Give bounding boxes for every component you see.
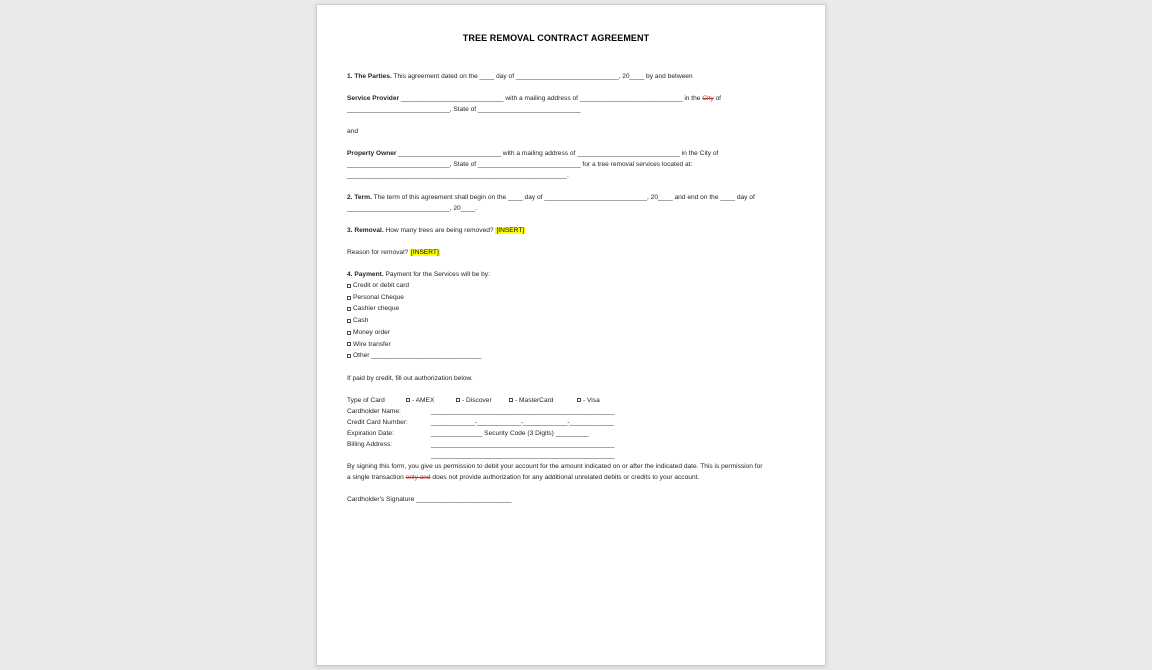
card-option-amex	[406, 395, 456, 406]
checkbox-icon[interactable]	[347, 331, 351, 335]
checkbox-icon[interactable]	[509, 398, 513, 402]
payment-method-label: Credit or debit card	[353, 282, 410, 289]
authorization-disclaimer	[347, 461, 765, 483]
reason-question: Reason for removal?	[347, 249, 411, 256]
property-owner-text: ____________________________ with a mailing address of ____________________________ in the City of ____________________________, State of ____________________________ for a tree removal services located at: ____________________________________________________________.	[347, 150, 719, 179]
payment-method-item	[347, 350, 765, 362]
checkbox-icon[interactable]	[347, 284, 351, 288]
card-field-label: Cardholder Name:	[347, 407, 401, 415]
checkbox-icon[interactable]	[577, 398, 581, 402]
term-section-label: 2. Term.	[347, 194, 372, 201]
checkbox-icon[interactable]	[347, 307, 351, 311]
card-option-mastercard	[509, 395, 577, 406]
service-provider-text-before: ____________________________ with a mailing address of ____________________________ in the	[399, 95, 703, 102]
payment-method-item	[347, 280, 765, 292]
payment-method-item	[347, 303, 765, 315]
payment-method-label: Other ______________________________	[353, 352, 482, 360]
card-option-label: - Visa	[583, 396, 600, 404]
disclaimer-text-after: does not provide authorization for any additional unrelated debits or credits to your account.	[430, 473, 700, 481]
payment-text: Payment for the Services will be by:	[383, 271, 490, 278]
card-option-label: - MasterCard	[515, 396, 554, 404]
removal-insert-placeholder[interactable]: [INSERT]	[496, 227, 525, 234]
document-content	[317, 5, 825, 505]
parties-text: This agreement dated on the ____ day of ____________________________, 20____ by and between	[391, 73, 693, 80]
parties-section-label: 1. The Parties.	[347, 73, 392, 80]
card-option-discover	[456, 395, 509, 406]
payment-method-list	[347, 280, 765, 362]
checkbox-icon[interactable]	[347, 296, 351, 300]
property-owner-paragraph	[347, 148, 765, 181]
property-owner-label: Property Owner	[347, 150, 397, 157]
card-field-label: Credit Card Number:	[347, 418, 408, 426]
removal-paragraph	[347, 225, 765, 236]
service-provider-text-after: of ____________________________, State of ____________________________	[347, 95, 721, 113]
card-type-row	[347, 395, 765, 406]
removal-section-label: 3. Removal.	[347, 227, 384, 234]
credit-authorization-intro: If paid by credit, fill out authorization below.	[347, 374, 473, 382]
document-title: TREE REMOVAL CONTRACT AGREEMENT	[462, 33, 650, 43]
service-provider-label: Service Provider	[347, 95, 400, 102]
card-option-visa	[577, 395, 600, 406]
checkbox-icon[interactable]	[347, 354, 351, 358]
disclaimer-text-before: By signing this form, you give us permission to debit your account for the amount indicated on or after the indicated date. This is permission for a single transaction	[347, 462, 763, 481]
payment-paragraph	[347, 269, 765, 280]
payment-method-item	[347, 315, 765, 327]
card-field-value: ______________ Security Code (3 Digits) _________	[431, 429, 589, 437]
and-connector: and	[347, 128, 359, 135]
payment-method-label: Money order	[353, 328, 391, 336]
card-field-row-billing-address-2	[347, 450, 765, 461]
payment-method-label: Personal Cheque	[353, 293, 404, 301]
payment-method-item	[347, 292, 765, 304]
card-field-row-cardholder-name	[347, 406, 765, 417]
reason-paragraph	[347, 247, 765, 258]
term-paragraph	[347, 192, 765, 214]
payment-method-label: Cashier cheque	[353, 305, 400, 313]
card-field-value: __________________________________________________	[431, 440, 615, 448]
card-field-row-expiration	[347, 428, 765, 439]
card-field-row-card-number	[347, 417, 765, 428]
checkbox-icon[interactable]	[406, 398, 410, 402]
payment-method-item	[347, 339, 765, 351]
card-field-value: ____________-____________-____________-____________	[431, 418, 614, 426]
card-fields	[347, 406, 765, 461]
cardholder-signature-line: Cardholder's Signature __________________________	[347, 495, 512, 503]
card-field-label: Expiration Date:	[347, 429, 394, 437]
service-provider-paragraph	[347, 93, 765, 115]
payment-section-label: 4. Payment.	[347, 271, 384, 278]
disclaimer-struck-words: only and	[405, 473, 431, 481]
removal-question: How many trees are being removed?	[383, 227, 496, 234]
checkbox-icon[interactable]	[347, 319, 351, 323]
card-option-label: - AMEX	[412, 396, 435, 404]
reason-insert-placeholder[interactable]: [INSERT]	[411, 249, 439, 256]
term-text: The term of this agreement shall begin on the ____ day of ____________________________, 20____ and end on the ____ day of ____________________________, 20____.	[347, 194, 755, 212]
card-field-value: __________________________________________________	[431, 407, 615, 415]
type-of-card-label: Type of Card	[347, 396, 385, 404]
card-option-label: - Discover	[462, 396, 492, 404]
checkbox-icon[interactable]	[347, 342, 351, 346]
checkbox-icon[interactable]	[456, 398, 460, 402]
service-provider-struck-word: City	[702, 95, 714, 102]
card-field-label: Billing Address:	[347, 440, 393, 448]
card-field-label	[347, 450, 431, 461]
card-field-value: __________________________________________________	[431, 451, 615, 459]
payment-method-label: Wire transfer	[353, 340, 391, 348]
document-page	[316, 4, 826, 666]
payment-method-label: Cash	[353, 317, 369, 325]
payment-method-item	[347, 327, 765, 339]
parties-paragraph	[347, 71, 765, 82]
card-field-row-billing-address	[347, 439, 765, 450]
